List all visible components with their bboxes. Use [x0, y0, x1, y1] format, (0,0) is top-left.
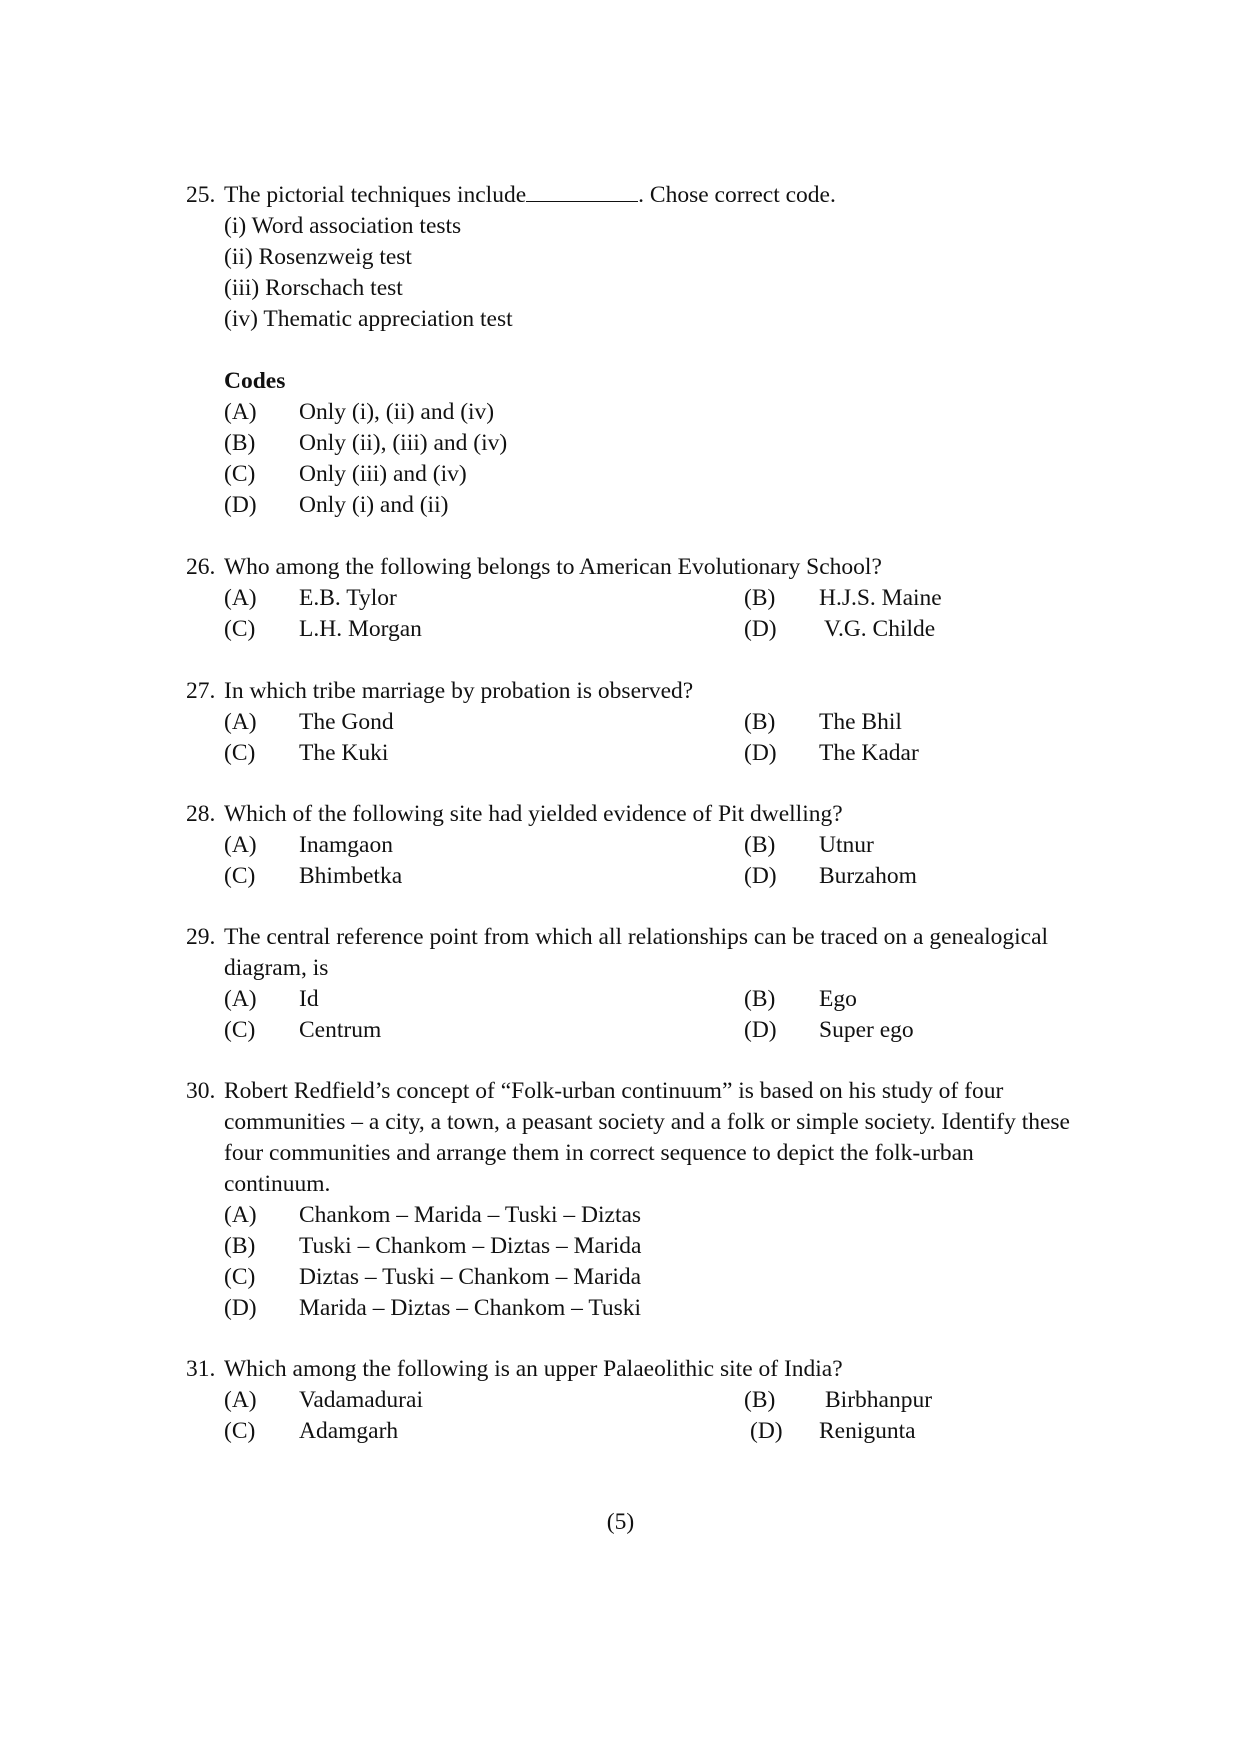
option-label: (D) — [224, 492, 257, 518]
question-text: Which of the following site had yielded evidence of Pit dwelling? — [224, 801, 843, 827]
option-text: Bhimbetka — [299, 863, 403, 889]
option-b — [744, 583, 942, 614]
page-number: (5) — [606, 1509, 635, 1535]
option-a — [224, 1385, 744, 1416]
option-d — [744, 738, 919, 769]
option-label: (C) — [224, 1418, 256, 1444]
option-row — [224, 1262, 1086, 1293]
question-number: 25. — [186, 182, 216, 208]
option-text: Birbhanpur — [825, 1387, 933, 1413]
option-c — [224, 861, 744, 892]
option-text: Only (ii), (iii) and (iv) — [299, 430, 508, 456]
question-31-stem — [186, 1354, 1086, 1385]
question-28-stem — [186, 799, 1086, 830]
option-label: (C) — [224, 1264, 256, 1290]
option-row — [224, 1293, 1086, 1324]
question-text-part: . Chose correct code. — [638, 182, 836, 208]
option-c — [224, 1262, 641, 1293]
question-29 — [186, 922, 1086, 1046]
question-26-stem — [186, 552, 1086, 583]
option-row — [224, 583, 1086, 614]
option-text: Tuski – Chankom – Diztas – Marida — [299, 1233, 642, 1259]
option-a — [224, 397, 494, 428]
option-row — [224, 428, 1086, 459]
option-label: (A) — [224, 585, 257, 611]
option-label: (C) — [224, 863, 256, 889]
option-c — [224, 459, 467, 490]
question-number: 30. — [186, 1078, 216, 1104]
question-28 — [186, 799, 1086, 892]
option-row — [224, 1200, 1086, 1231]
option-label: (D) — [744, 616, 777, 642]
option-c — [224, 1416, 744, 1447]
option-label: (B) — [744, 709, 776, 735]
question-26 — [186, 552, 1086, 645]
option-text: Inamgaon — [299, 832, 393, 858]
option-label: (C) — [224, 1017, 256, 1043]
option-text: Only (iii) and (iv) — [299, 461, 467, 487]
option-a — [224, 583, 744, 614]
option-text: The Kuki — [299, 740, 389, 766]
option-text: The Bhil — [819, 709, 902, 735]
option-row — [224, 459, 1086, 490]
option-row — [224, 738, 1086, 769]
option-text: Renigunta — [819, 1418, 916, 1444]
option-b — [744, 707, 902, 738]
option-a — [224, 707, 744, 738]
option-label: (C) — [224, 461, 256, 487]
option-text: Burzahom — [819, 863, 917, 889]
question-number: 28. — [186, 801, 216, 827]
question-31 — [186, 1354, 1086, 1447]
option-text: Adamgarh — [299, 1418, 399, 1444]
option-label: (C) — [224, 616, 256, 642]
question-number: 27. — [186, 678, 216, 704]
option-text: V.G. Childe — [824, 616, 936, 642]
option-label: (B) — [744, 832, 776, 858]
option-text: Only (i), (ii) and (iv) — [299, 399, 495, 425]
option-row — [224, 490, 1086, 521]
question-text: Who among the following belongs to American Evolutionary School? — [224, 554, 882, 580]
option-row — [224, 1416, 1086, 1447]
option-text: Utnur — [819, 832, 874, 858]
option-text: The Kadar — [819, 740, 919, 766]
option-text: Super ego — [819, 1017, 914, 1043]
option-label: (D) — [750, 1418, 783, 1444]
option-row — [224, 1231, 1086, 1262]
option-row — [224, 614, 1086, 645]
option-label: (B) — [224, 1233, 256, 1259]
question-number: 29. — [186, 924, 216, 950]
option-label: (A) — [224, 1202, 257, 1228]
option-label: (D) — [744, 740, 777, 766]
option-text: The Gond — [299, 709, 394, 735]
option-a — [224, 830, 744, 861]
question-number: 26. — [186, 554, 216, 580]
question-number: 31. — [186, 1356, 216, 1382]
option-text: Centrum — [299, 1017, 382, 1043]
option-label: (D) — [744, 1017, 777, 1043]
option-d — [224, 490, 448, 521]
question-29-stem — [186, 922, 1086, 984]
option-text: Ego — [819, 986, 857, 1012]
option-text: Diztas – Tuski – Chankom – Marida — [299, 1264, 642, 1290]
option-label: (C) — [224, 740, 256, 766]
option-b — [744, 830, 874, 861]
question-30-stem — [186, 1076, 1086, 1200]
fill-in-blank — [526, 183, 638, 202]
question-25-stem — [186, 180, 1086, 211]
option-d — [224, 1293, 641, 1324]
option-label: (A) — [224, 832, 257, 858]
codes-heading: Codes — [224, 368, 286, 394]
option-text: Vadamadurai — [299, 1387, 423, 1413]
option-label: (B) — [224, 430, 256, 456]
option-label: (A) — [224, 986, 257, 1012]
option-label: (D) — [224, 1295, 257, 1321]
question-text: Which among the following is an upper Palaeolithic site of India? — [224, 1356, 843, 1382]
option-a — [224, 984, 744, 1015]
statement-item: (i) Word association tests — [224, 213, 462, 239]
option-text: H.J.S. Maine — [819, 585, 942, 611]
option-label: (A) — [224, 709, 257, 735]
option-row — [224, 861, 1086, 892]
option-text: Only (i) and (ii) — [299, 492, 449, 518]
option-label: (D) — [744, 863, 777, 889]
option-row — [224, 1015, 1086, 1046]
option-c — [224, 738, 744, 769]
question-text: In which tribe marriage by probation is observed? — [224, 678, 694, 704]
option-b — [224, 1231, 641, 1262]
option-label: (B) — [744, 585, 776, 611]
option-row — [224, 1385, 1086, 1416]
option-label: (B) — [744, 1387, 776, 1413]
option-c — [224, 614, 744, 645]
option-row — [224, 707, 1086, 738]
option-text: L.H. Morgan — [299, 616, 422, 642]
option-row — [224, 984, 1086, 1015]
option-text: Marida – Diztas – Chankom – Tuski — [299, 1295, 642, 1321]
option-d — [744, 1015, 914, 1046]
question-30 — [186, 1076, 1086, 1324]
option-text: Id — [299, 986, 319, 1012]
option-label: (A) — [224, 1387, 257, 1413]
question-text: The central reference point from which all relationships can be traced on a genealogical diagram, is — [224, 924, 1049, 981]
option-text: E.B. Tylor — [299, 585, 397, 611]
question-text-part: The pictorial techniques include — [224, 182, 527, 208]
option-b — [744, 1385, 932, 1416]
statement-item: (iv) Thematic appreciation test — [224, 306, 513, 332]
option-d — [744, 1416, 916, 1447]
option-row — [224, 397, 1086, 428]
option-a — [224, 1200, 641, 1231]
question-text — [224, 180, 1086, 211]
question-27-stem — [186, 676, 1086, 707]
option-c — [224, 1015, 744, 1046]
option-b — [744, 984, 857, 1015]
option-d — [744, 861, 917, 892]
option-b — [224, 428, 507, 459]
question-text: Robert Redfield’s concept of “Folk-urban continuum” is based on his study of four communities – a city, a town, a peasant society and a folk or simple society. Identify these four communities and arrange them in correct sequence to depict the folk-urban continuum. — [224, 1078, 1070, 1197]
statement-item: (ii) Rosenzweig test — [224, 244, 412, 270]
option-row — [224, 830, 1086, 861]
question-25 — [186, 180, 1086, 521]
option-text: Chankom – Marida – Tuski – Diztas — [299, 1202, 642, 1228]
statement-item: (iii) Rorschach test — [224, 275, 403, 301]
option-label: (B) — [744, 986, 776, 1012]
option-label: (A) — [224, 399, 257, 425]
question-27 — [186, 676, 1086, 769]
option-d — [744, 614, 935, 645]
